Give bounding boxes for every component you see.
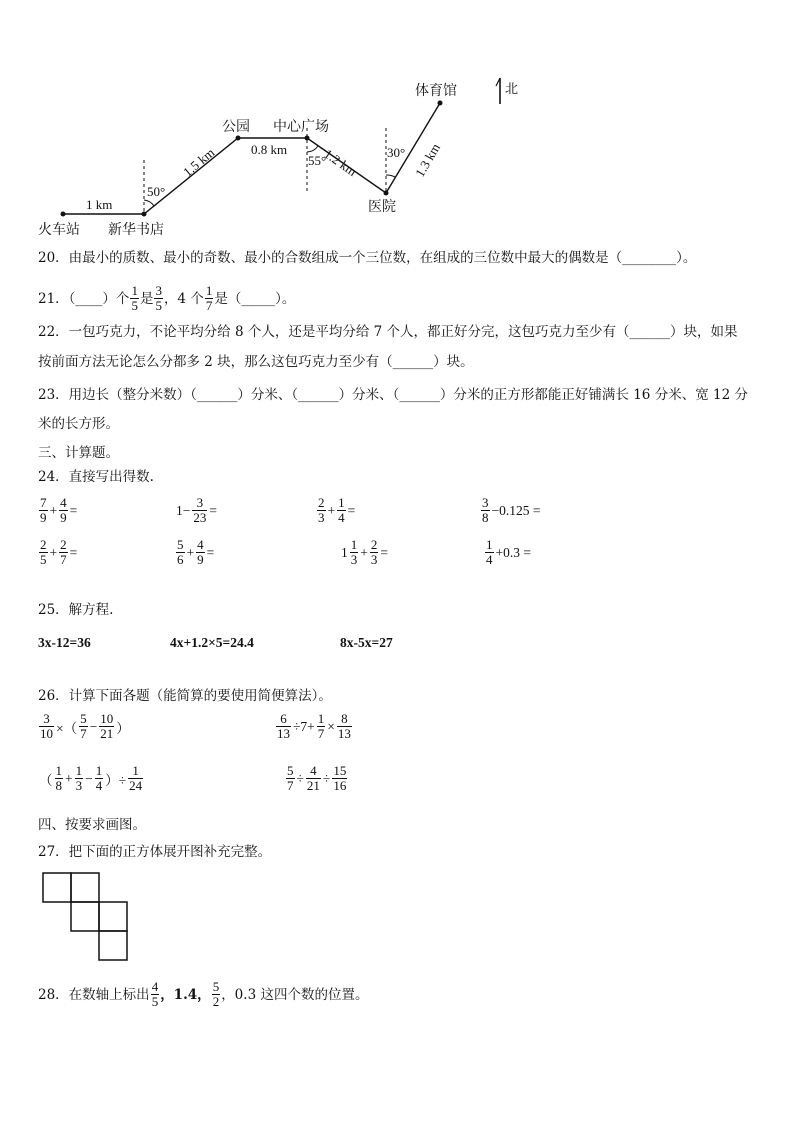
angle-label-50: 50°: [147, 184, 166, 199]
fraction: $\frac{3}{5}$: [155, 283, 162, 313]
equation-1: 3x-12=36: [38, 635, 91, 650]
question-23-line-1: 23．用边长（整分米数）（______）分米、（______）分米、（______）分米的正方形都能正好铺满长 16 分米、宽 12 分: [38, 387, 748, 403]
calc-item: $\frac{7}{9}$ + $\frac{4}{9}$ =: [40, 495, 78, 525]
question-25: 25．解方程.: [38, 602, 114, 618]
calc-item: $\frac{1}{4}$ +0.3 =: [486, 537, 531, 567]
calc-item: $\frac{5}{6}$ + $\frac{4}{9}$ =: [177, 537, 215, 567]
distance-label-3: 0.8 km: [251, 142, 288, 157]
calc-item: $\frac{5}{7}$ ÷ $\frac{4}{21}$ ÷ $\frac{15}{16}$: [287, 763, 347, 793]
calc-item: $\frac{2}{3}$ + $\frac{1}{4}$ =: [318, 495, 356, 525]
q21-text: 是: [139, 290, 154, 307]
section-4-heading: 四、按要求画图。: [38, 817, 146, 833]
place-hospital: 医院: [368, 199, 396, 215]
calc-item: （ $\frac{1}{8}$ + $\frac{1}{3}$ − $\frac{1}{4}$ ）÷ $\frac{1}{24}$: [39, 763, 143, 793]
route-map-lines: [0, 0, 794, 250]
question-22-line-2: 按前面方法无论怎么分都多 2 块，那么这包巧克力至少有（______）块。: [38, 354, 474, 370]
question-28: [38, 980, 368, 1009]
fraction: $\frac{4}{5}$: [151, 979, 159, 1009]
north-label: 北: [505, 82, 519, 97]
question-26: 26．计算下面各题（能简算的要使用简便算法）。: [38, 688, 332, 704]
question-23-line-2: 米的长方形。: [38, 416, 119, 432]
angle-label-30: 30°: [387, 145, 406, 160]
q28-prefix: 28．在数轴上标出: [38, 986, 150, 1003]
q21-text: ，4 个: [163, 290, 204, 307]
equation-3: 8x-5x=27: [340, 635, 393, 650]
q21-suffix: 是（_____）。: [214, 290, 296, 307]
q21-prefix: 21．（____）个: [38, 290, 130, 307]
fraction: $\frac{1}{7}$: [205, 283, 213, 313]
q28-suffix: ，0.3 这四个数的位置。: [221, 986, 369, 1003]
q28-text: ，1.4，: [160, 986, 211, 1003]
question-21: [38, 284, 295, 313]
distance-label-4: 1.2 km: [321, 146, 360, 180]
distance-label-1: 1 km: [86, 197, 113, 212]
calc-item: $\frac{3}{10}$ ×（ $\frac{5}{7}$ − $\frac{10}{21}$ ）: [40, 711, 130, 741]
section-3-heading: 三、计算题。: [38, 445, 119, 461]
place-central-square: 中心广场: [273, 119, 329, 135]
calc-item: $\frac{2}{5}$ + $\frac{2}{7}$ =: [40, 537, 78, 567]
calc-item: 1 $\frac{1}{3}$ + $\frac{2}{3}$ =: [341, 537, 388, 567]
equation-2: 4x+1.2×5=24.4: [170, 635, 254, 650]
place-train-station: 火车站: [38, 222, 80, 238]
calc-item: $\frac{6}{13}$ ÷7+ $\frac{1}{7}$ × $\frac{8}{13}$: [277, 711, 351, 741]
question-27: 27．把下面的正方体展开图补充完整。: [38, 844, 272, 860]
distance-label-2: 1.5 km: [180, 144, 218, 180]
cube-net-figure: [40, 870, 140, 965]
angle-label-55: 55°: [308, 153, 327, 168]
place-park: 公园: [222, 119, 250, 135]
place-stadium: 体育馆: [415, 83, 457, 99]
calc-item: 1− $\frac{3}{23}$ =: [176, 495, 217, 525]
distance-label-5: 1.3 km: [412, 140, 444, 180]
fraction: $\frac{1}{5}$: [131, 283, 138, 313]
fraction: $\frac{5}{2}$: [212, 979, 220, 1009]
place-bookstore: 新华书店: [108, 222, 164, 238]
question-24: 24．直接写出得数.: [38, 469, 154, 485]
question-22-line-1: 22．一包巧克力，不论平均分给 8 个人，还是平均分给 7 个人，都正好分完，这包巧克力至少有（______）块，如果: [38, 324, 738, 340]
question-20: 20．由最小的质数、最小的奇数、最小的合数组成一个三位数，在组成的三位数中最大的偶数是（________）。: [38, 250, 697, 266]
calc-item: $\frac{3}{8}$ −0.125 =: [482, 495, 541, 525]
